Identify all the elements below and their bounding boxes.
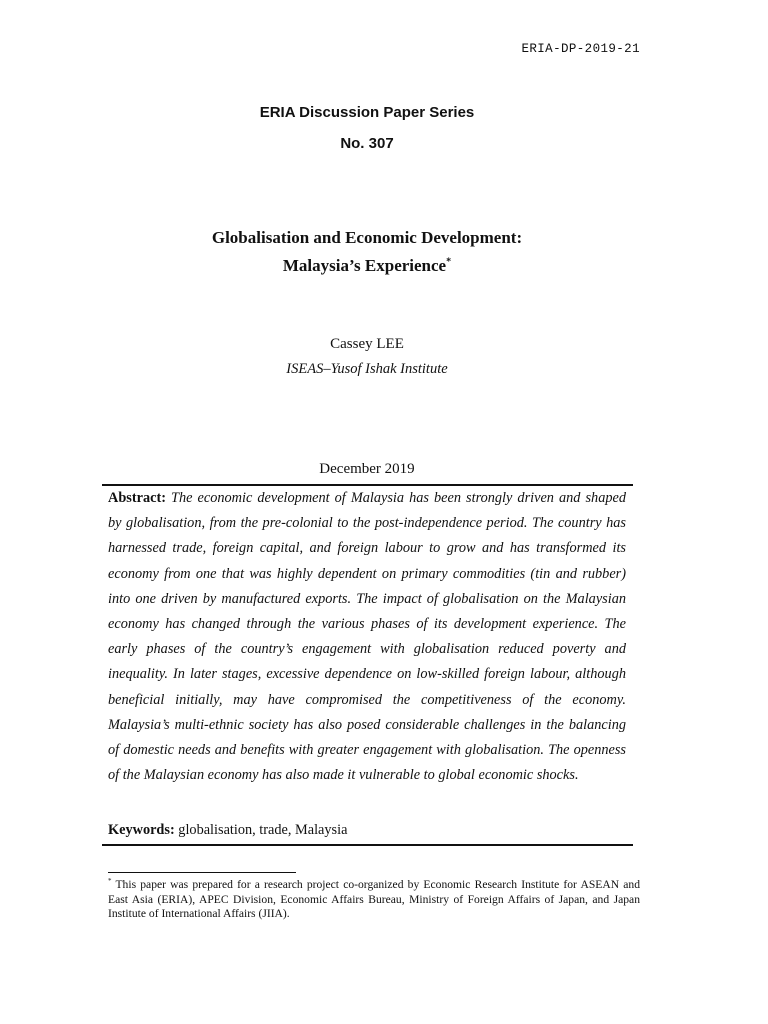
title-footnote-mark: * — [446, 256, 452, 268]
abstract-label: Abstract: — [108, 490, 166, 506]
author-affiliation: ISEAS–Yusof Ishak Institute — [286, 361, 448, 377]
footnote-text: This paper was prepared for a research project co-organized by Economic Research Institute for ASEAN and East Asia (ERIA), APEC Division, Economic Affairs Bureau, Ministry of Foreign Affairs of Japan, and Japan Institute of International Affairs (JIIA). — [108, 878, 640, 920]
series-name: ERIA Discussion Paper Series — [259, 104, 475, 121]
abstract-text: The economic development of Malaysia has been strongly driven and shaped by globalisation, from the pre-colonial to the post-independence period. The country has harnessed trade, foreign capital, and foreign labour to grow and has transformed its economy from one that was highly dependent on primary commodities (tin and rubber) into one driven by manufactured exports. The impact of globalisation on the Malaysian economy has changed through the various phases of its development experience. The early phases of the country’s engagement with globalisation reduced poverty and inequality. In later stages, excessive dependence on low-skilled foreign labour, although beneficial initially, may have compromised the competitiveness of the economy. Malaysia’s multi-ethnic society has also posed considerable challenges in the balancing of domestic needs and benefits with greater engagement with globalisation. The openness of the Malaysian economy has also made it vulnerable to global economic shocks. — [108, 490, 626, 784]
abstract-bottom-rule — [102, 844, 633, 846]
abstract — [108, 486, 626, 788]
document-code: ERIA-DP-2019-21 — [521, 42, 640, 56]
footnote-mark: * — [108, 877, 112, 886]
paper-title-line1: Globalisation and Economic Development: — [211, 228, 523, 247]
keywords-text: globalisation, trade, Malaysia — [178, 822, 348, 838]
keywords-label: Keywords: — [108, 822, 175, 838]
paper-title-line2-text: Malaysia’s Experience — [282, 256, 447, 275]
footnote-separator — [108, 872, 296, 873]
publication-date: December 2019 — [319, 461, 415, 477]
author-name: Cassey LEE — [330, 336, 404, 352]
series-number: No. 307 — [340, 135, 394, 152]
paper-title-line2 — [0, 256, 734, 276]
keywords — [108, 822, 347, 839]
footnote — [108, 878, 640, 922]
